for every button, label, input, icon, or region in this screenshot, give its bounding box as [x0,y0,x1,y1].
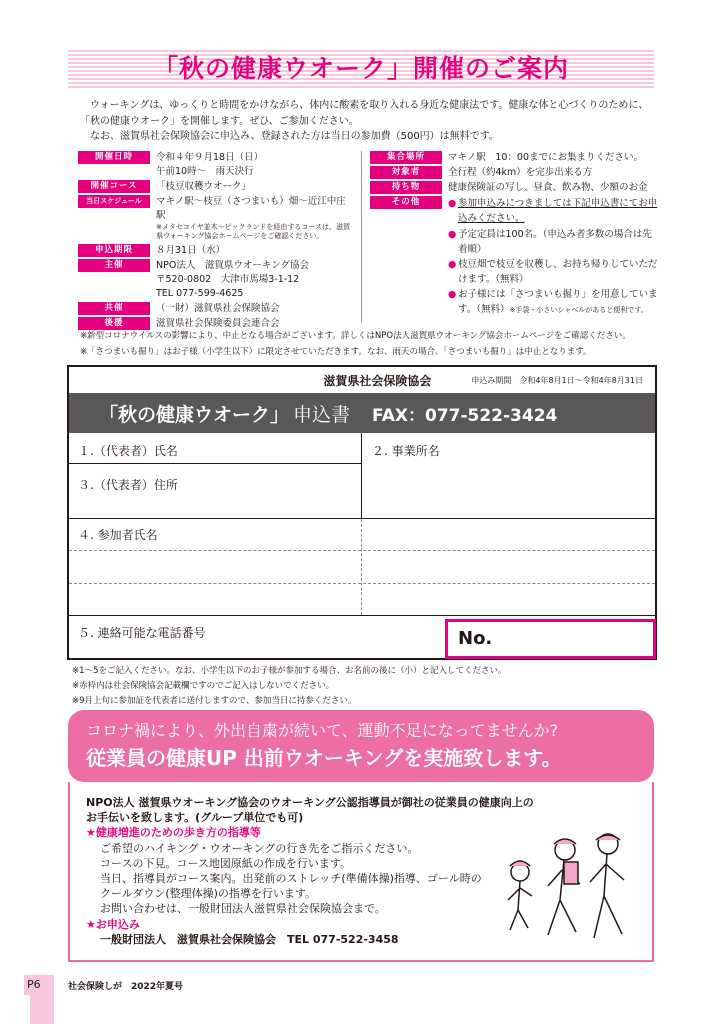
form-divider [69,550,655,551]
info-row-target [370,166,660,180]
info-row-other [370,196,660,226]
form-divider [67,463,361,464]
form-period: 申込み期間 令和4年8月1日～令和4年8月31日 [471,375,643,385]
info-row-schedule [78,195,353,241]
info-note: ※メタセコイヤ並木～ピックランドを経由するコースは、滋賀県ウォーキング協会ホームページをご確認ください。 [156,223,351,240]
promo-item: ご希望のハイキング・ウオーキングの行き先をご指示ください。 [100,841,419,855]
field-rep-name[interactable]: １.（代表者）氏名 [78,444,178,458]
info-label: 開催日時 [78,151,150,164]
promo-contact: 一般財団法人 滋賀県社会保険協会 TEL 077-522-3458 [100,932,399,946]
fax-number: FAX：077-522-3424 [372,405,558,426]
info-value: 健康保険証の写し、昼食、飲み物、少額のお金 [448,182,648,193]
form-title-bar [69,393,655,433]
promo-line: コロナ禍により、外出自粛が続いて、運動不足になってませんか? [86,721,559,740]
form-number-box: No. [445,619,656,659]
other-bullets [370,227,660,317]
info-value: マキノ駅 10：00までにお集まりください。 [448,152,643,163]
promo-heading: ★お申込み [86,917,140,931]
info-value: 「枝豆収穫ウオーク」 [156,181,252,192]
info-row-host [78,259,353,301]
field-company[interactable]: ２. 事業所名 [372,444,440,458]
info-value: NPO法人 滋賀県ウオーキング協会 [156,260,310,271]
form-org: 滋賀県社会保険協会 [323,373,432,388]
form-header [69,367,655,393]
info-value: 滋賀県社会保険委員会連合会 [156,318,280,329]
info-left [78,151,353,332]
promo-item: コースの下見。コース地図原紙の作成を行います。 [100,856,352,870]
note-line: ※赤枠内は社会保険協会記載欄ですのでご記入はしないでください。 [72,681,335,691]
notes-form [72,664,672,709]
list-item: ● 枝豆畑で枝豆を収穫し、お持ち帰りしていただけます。（無料） [448,259,658,285]
promo-item: クールダウン(整理体操)の指導を行います。 [100,887,317,901]
info-label: その他 [370,196,442,209]
form-divider [361,433,362,518]
info-value: 全行程（約4km）を完歩出来る方 [448,167,593,178]
form-subtitle: 申込書 [293,403,351,426]
promo-item: 当日、指導員がコース案内。出発前のストレッチ(準備体操)指導、ゴール時の [100,872,482,886]
info-row-items [370,181,660,195]
info-value: ８月31日（水） [156,245,226,256]
promo-lead: お手伝いを致します。(グループ単位でも可) [86,811,304,825]
info-label: 共催 [78,302,150,315]
info-row-meeting [370,151,660,165]
form-title: 「秋の健康ウオーク」 [99,403,290,426]
intro-line: ウォーキングは、ゆっくりと時間をかけながら、体内に酸素を取り入れる身近な健康法です。健康な体と心づくりのために、 [90,100,649,111]
promo-banner [68,710,654,782]
list-item: ● お子様には「さつまいも掘り」を用意しています。（無料）※手袋・小さいシャベルがあると便利です。 [448,289,658,315]
intro-line: 「秋の健康ウオーク」を開催します。ぜひ、ご参加ください。 [80,115,359,127]
info-value: マキノ駅～枝豆（さつまいも）畑～近江中庄駅 [156,196,346,221]
info-value: （一財）滋賀県社会保険協会 [156,303,280,314]
form-divider [361,519,362,615]
note-line: ※「さつまいも掘り」はお子様（小学生以下）に限定させていただきます。なお、雨天の場合、「さつまいも掘り」は中止となります。 [80,347,592,357]
info-label: 集合場所 [370,151,442,164]
field-participants[interactable]: ４. 参加者氏名 [78,528,158,542]
form-divider [69,583,655,584]
page-number: P6 [24,975,54,995]
info-label: 主催 [78,259,150,272]
list-item: ● 参加申込みにつきましては下記申込書にてお申込みください。 [448,198,658,224]
page-title: 「秋の健康ウオーク」開催のご案内 [152,54,569,83]
info-value: 令和４年９月18日（日） [156,152,264,163]
info-label: 当日スケジュール [78,195,150,208]
info-label: 申込期限 [78,244,150,257]
page-tab-bar [30,995,54,1024]
promo-lead: NPO法人 滋賀県ウオーキング協会のウオーキング公認指導員が御社の従業員の健康向上の [86,796,534,809]
list-item: ● 予定定員は100名。（申込み者多数の場合は先着順） [448,229,652,255]
field-phone[interactable]: ５. 連絡可能な電話番号 [78,626,206,640]
info-label: 対象者 [370,166,442,179]
intro-text [80,98,660,145]
promo-item: お問い合わせは、一般財団法人滋賀県社会保険協会まで。 [100,902,386,916]
column-divider [361,151,362,323]
info-value: 午前10時～ 雨天決行 [156,166,254,177]
info-row-cohost [78,302,353,316]
field-rep-address[interactable]: ３.（代表者）住所 [78,478,178,492]
walkers-illustration [490,830,640,950]
info-label: 開催コース [78,180,150,193]
info-row-course [78,180,353,194]
note-line: ※9月上旬に参加証を代表者に送付しますので、参加当日に持参ください。 [72,696,357,706]
notes-top [80,328,680,360]
note-line: ※新型コロナウイルスの影響により、中止となる場合がございます。詳しくはNPO法人滋賀県ウオーキング協会ホームページをご確認ください。 [80,331,631,341]
form-divider [67,518,657,519]
footer-text: 社会保険しが 2022年夏号 [68,982,184,992]
info-label: 後援 [78,317,150,330]
note-line: ※1～5をご記入ください。なお、小学生以下のお子様が参加する場合、お名前の後に（小）と記入してください。 [72,666,507,676]
promo-headline: 従業員の健康UP 出前ウオーキングを実施致します。 [86,746,562,770]
intro-line: なお、滋賀県社会保険協会に申込み、登録された方は当日の参加費（500円）は無料です。 [90,131,499,142]
info-value: 〒520-0802 大津市馬場3-1-12 [156,274,300,285]
info-value: TEL 077-599-4625 [156,288,244,299]
promo-heading: ★健康増進のための歩き方の指導等 [86,826,261,840]
info-row-deadline [78,244,353,258]
info-right [370,151,660,317]
info-row-date [78,151,353,179]
info-label: 持ち物 [370,181,442,194]
form-divider [67,615,657,616]
